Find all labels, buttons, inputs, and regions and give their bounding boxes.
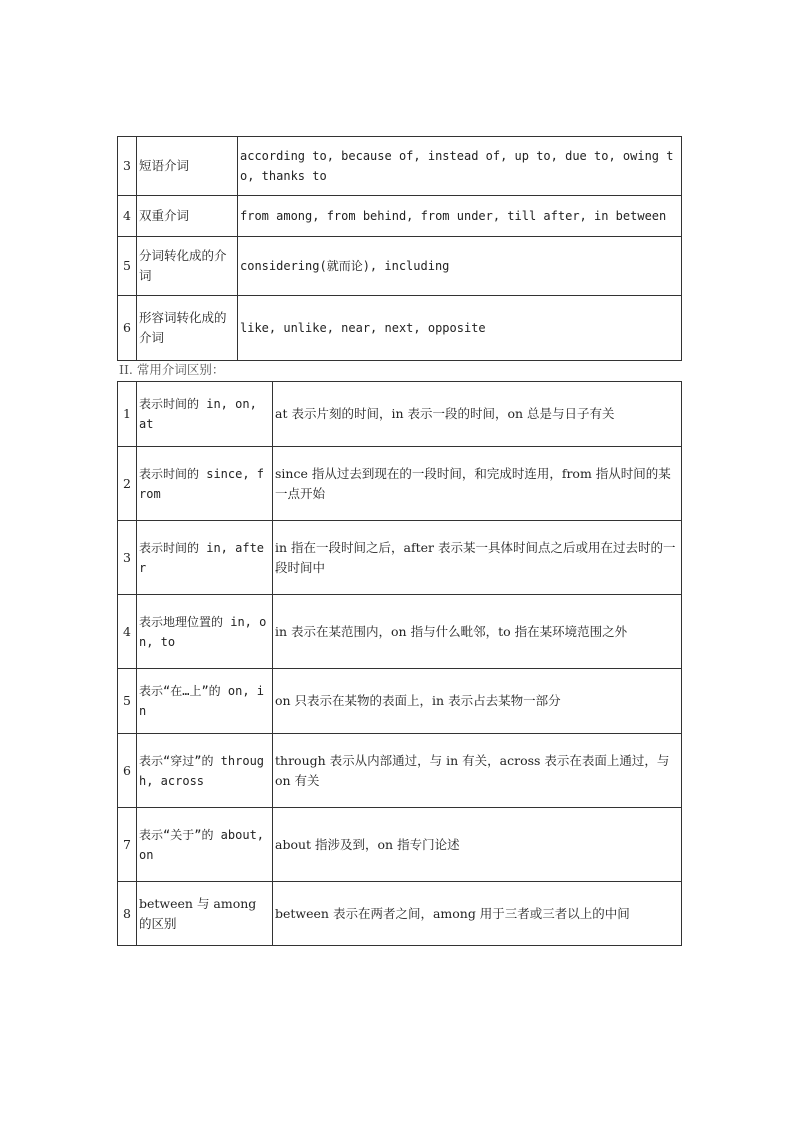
- topic-cell: between 与 among 的区别: [137, 882, 273, 946]
- row-number: 1: [118, 382, 137, 447]
- table-row: [118, 808, 682, 882]
- explanation-cell: about 指涉及到，on 指专门论述: [273, 808, 682, 882]
- topic-cell: 表示时间的 since, from: [137, 447, 273, 521]
- table-row: [118, 595, 682, 669]
- explanation-cell: since 指从过去到现在的一段时间，和完成时连用，from 指从时间的某一点开始: [273, 447, 682, 521]
- category-cell: 短语介词: [137, 137, 238, 196]
- row-number: 4: [118, 595, 137, 669]
- table-row: [118, 137, 682, 196]
- topic-cell: 表示时间的 in, after: [137, 521, 273, 595]
- row-number: 4: [118, 196, 137, 237]
- examples-cell: like, unlike, near, next, opposite: [238, 296, 682, 361]
- row-number: 6: [118, 734, 137, 808]
- table-row: [118, 296, 682, 361]
- row-number: 3: [118, 521, 137, 595]
- table-row: [118, 521, 682, 595]
- topic-cell: 表示时间的 in, on, at: [137, 382, 273, 447]
- row-number: 6: [118, 296, 137, 361]
- explanation-cell: through 表示从内部通过，与 in 有关，across 表示在表面上通过，与 on 有关: [273, 734, 682, 808]
- table-row: [118, 734, 682, 808]
- row-number: 5: [118, 237, 137, 296]
- explanation-cell: between 表示在两者之间，among 用于三者或三者以上的中间: [273, 882, 682, 946]
- table-row: [118, 382, 682, 447]
- topic-cell: 表示“关于”的 about, on: [137, 808, 273, 882]
- examples-cell: considering(就而论), including: [238, 237, 682, 296]
- section-heading: II. 常用介词区别：: [119, 362, 225, 377]
- preposition-types-table: [117, 136, 682, 361]
- row-number: 7: [118, 808, 137, 882]
- examples-cell: from among, from behind, from under, till after, in between: [238, 196, 682, 237]
- table-row: [118, 882, 682, 946]
- row-number: 8: [118, 882, 137, 946]
- table-row: [118, 447, 682, 521]
- category-cell: 双重介词: [137, 196, 238, 237]
- explanation-cell: at 表示片刻的时间，in 表示一段的时间，on 总是与日子有关: [273, 382, 682, 447]
- examples-cell: according to, because of, instead of, up to, due to, owing to, thanks to: [238, 137, 682, 196]
- explanation-cell: in 指在一段时间之后，after 表示某一具体时间点之后或用在过去时的一段时间中: [273, 521, 682, 595]
- category-cell: 分词转化成的介词: [137, 237, 238, 296]
- topic-cell: 表示地理位置的 in, on, to: [137, 595, 273, 669]
- table-row: [118, 237, 682, 296]
- table-row: [118, 196, 682, 237]
- row-number: 5: [118, 669, 137, 734]
- table-row: [118, 669, 682, 734]
- row-number: 3: [118, 137, 137, 196]
- explanation-cell: in 表示在某范围内，on 指与什么毗邻，to 指在某环境范围之外: [273, 595, 682, 669]
- explanation-cell: on 只表示在某物的表面上，in 表示占去某物一部分: [273, 669, 682, 734]
- topic-cell: 表示“穿过”的 through, across: [137, 734, 273, 808]
- preposition-differences-table: [117, 381, 682, 946]
- row-number: 2: [118, 447, 137, 521]
- category-cell: 形容词转化成的介词: [137, 296, 238, 361]
- topic-cell: 表示“在…上”的 on, in: [137, 669, 273, 734]
